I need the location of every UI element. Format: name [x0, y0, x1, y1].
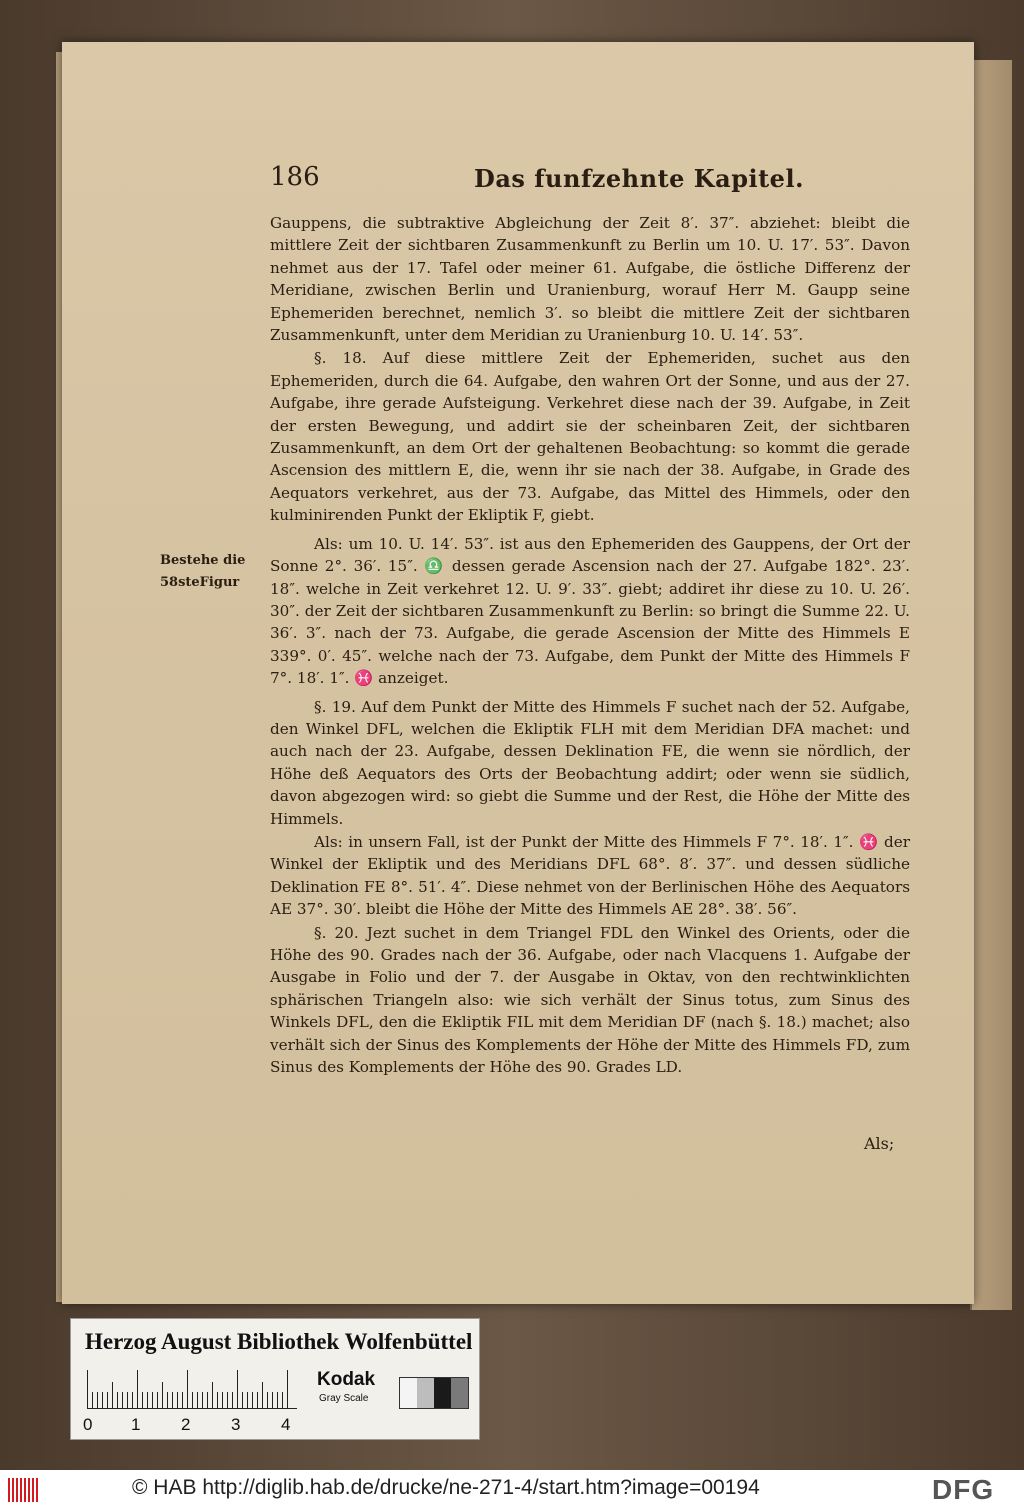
ruler-tick	[207, 1392, 208, 1408]
ruler-tick	[252, 1392, 253, 1408]
gray-swatch	[400, 1378, 417, 1408]
running-title: Das funfzehnte Kapitel.	[474, 164, 804, 193]
ruler-tick	[147, 1392, 148, 1408]
ruler-tick	[212, 1382, 213, 1408]
hab-logo-icon	[8, 1478, 38, 1502]
ruler-tick	[227, 1392, 228, 1408]
ruler-number: 0	[83, 1415, 93, 1434]
paragraph: §. 19. Auf dem Punkt der Mitte des Himmels F suchet nach der 52. Aufgabe, den Winkel DFL, welchen die Ekliptik FLH mit dem Meridian DFA machet: und auch nach der 23. Aufgabe, dessen Deklination FE, die wenn sie nördlich, der Höhe deß Aequators des Orts der Beobachtung addirt; oder wenn sie südlich, davon abgezogen wird: so giebt die Summe und der Rest, die Höhe der Mitte des Himmels.	[270, 697, 910, 828]
gray-swatch	[451, 1378, 468, 1408]
ruler-tick	[157, 1392, 158, 1408]
dfg-logo: DFG	[932, 1474, 995, 1505]
ruler-number: 1	[131, 1415, 141, 1434]
page-number: 186	[270, 162, 320, 192]
ruler-tick	[267, 1392, 268, 1408]
ruler-tick	[117, 1392, 118, 1408]
ruler-tick	[232, 1392, 233, 1408]
gray-swatch	[434, 1378, 451, 1408]
margin-note	[160, 550, 270, 594]
margin-note-line: 58steFigur	[160, 575, 240, 590]
gray-swatch	[417, 1378, 434, 1408]
ruler-tick	[92, 1392, 93, 1408]
catchword: Als;	[864, 1134, 895, 1153]
ruler-tick	[162, 1382, 163, 1408]
ruler-tick	[287, 1370, 288, 1408]
gray-swatches	[399, 1377, 469, 1409]
ruler-numbers	[83, 1415, 313, 1435]
kodak-logo: Kodak	[317, 1369, 376, 1390]
paragraph: Als: in unsern Fall, ist der Punkt der Mitte des Himmels F 7°. 18′. 1″. ♓ der Winkel der Ekliptik und des Meridians DFL 68°. 8′. 37″. und dessen südliche Deklination FE 8°. 51′. 4″. Diese nehmet von der Berlinischen Höhe des Aequators AE 37°. 30′. bleibt die Höhe der Mitte des Himmels AE 28°. 38′. 56″.	[270, 832, 910, 919]
page-header	[270, 162, 910, 202]
gray-scale-label: Gray Scale	[319, 1393, 369, 1404]
ruler-tick	[257, 1392, 258, 1408]
ruler-tick	[192, 1392, 193, 1408]
ruler-tick	[202, 1392, 203, 1408]
ruler-number: 3	[231, 1415, 241, 1434]
ruler-tick	[97, 1392, 98, 1408]
ruler-tick	[187, 1370, 188, 1408]
page-edge-right	[970, 60, 1012, 1310]
ruler-tick	[102, 1392, 103, 1408]
body-text	[270, 212, 910, 1079]
ruler-tick	[182, 1392, 183, 1408]
paragraph: Gauppens, die subtraktive Abgleichung der Zeit 8′. 37″. abziehet: bleibt die mittlere Zeit der sichtbaren Zusammenkunft zu Berlin um 10. U. 17′. 53″. Davon nehmet aus der 17. Tafel oder meiner 61. Aufgabe, die östliche Differenz der Meridiane, zwischen Berlin und Uranienburg, worauf Herr M. Gaupp seine Ephemeriden berechnet, nemlich 3′. so bleibt die mittlere Zeit der sichtbaren Zusammenkunft, unter dem Meridian zu Uranienburg 10. U. 14′. 53″.	[270, 214, 910, 345]
ruler-tick	[167, 1392, 168, 1408]
paragraph: §. 18. Auf diese mittlere Zeit der Ephemeriden, suchet aus den Ephemeriden, durch die 64. Aufgabe, den wahren Ort der Sonne, und aus der 27. Aufgabe, ihre gerade Aufsteigung. Verkehret diese nach der 39. Aufgabe, in Zeit der ersten Bewegung, und addirt sie der scheinbaren Zeit, der sichtbaren Zusammenkunft, an dem Ort der gehaltenen Beobachtung: so kommt die gerade Ascension des mittlern E, die, wenn ihr sie nach der 38. Aufgabe, in Grade des Aequators verkehret, aus der 73. Aufgabe, das Mittel des Himmels, oder den kulminirenden Punkt der Ekliptik F, giebt.	[270, 349, 910, 525]
margin-note-line: Bestehe die	[160, 553, 246, 568]
ruler-tick	[197, 1392, 198, 1408]
ruler-tick	[272, 1392, 273, 1408]
ruler-tick	[142, 1392, 143, 1408]
paragraph: Als: um 10. U. 14′. 53″. ist aus den Ephemeriden des Gauppens, der Ort der Sonne 2°. 36′. 15″. ♎ dessen gerade Ascension nach der 27. Aufgabe 182°. 23′. 18″. welche in Zeit verkehret 12. U. 9′. 33″. giebt; addiret ihr diese zu 10. U. 26′. 30″. der Zeit der sichtbaren Zusammenkunft zu Berlin: so bringt die Summe 22. U. 36′. 3″. nach der 73. Aufgabe, die gerade Ascension der Mitte des Himmels E 339°. 0′. 45″. welche nach der 73. Aufgabe, dem Punkt der Mitte des Himmels F 7°. 18′. 1″. ♓ anzeiget.	[270, 534, 910, 688]
ruler-tick	[262, 1382, 263, 1408]
ruler-tick	[217, 1392, 218, 1408]
ruler-tick	[132, 1392, 133, 1408]
library-name: Herzog August Bibliothek Wolfenbüttel	[85, 1329, 473, 1354]
ruler-tick	[277, 1392, 278, 1408]
ruler-tick	[172, 1392, 173, 1408]
paragraph: §. 20. Jezt suchet in dem Triangel FDL den Winkel des Orients, oder die Höhe des 90. Grades nach der 36. Aufgabe, oder nach Vlacquens 1. Aufgabe der Ausgabe in Folio und der 7. der Ausgabe in Oktav, von den rechtwinklichten sphärischen Triangeln also: wie sich verhält der Sinus totus, zum Sinus des Winkels DFL, den die Ekliptik FIL mit dem Meridian DF (nach §. 18.) machet; also verhält sich der Sinus des Komplements der Höhe der Mitte des Himmels FD, zum Sinus des Komplements der Höhe des 90. Grades LD.	[270, 923, 910, 1077]
ruler-number: 2	[181, 1415, 191, 1434]
ruler-tick	[127, 1392, 128, 1408]
footer-copyright: © HAB http://diglib.hab.de/drucke/ne-271-4/start.htm?image=00194	[132, 1476, 760, 1499]
ruler-tick	[112, 1382, 113, 1408]
ruler-number: 4	[281, 1415, 291, 1434]
ruler-tick	[107, 1392, 108, 1408]
ruler	[87, 1369, 297, 1409]
ruler-tick	[222, 1392, 223, 1408]
ruler-tick	[282, 1392, 283, 1408]
ruler-tick	[247, 1392, 248, 1408]
color-card	[70, 1318, 480, 1440]
footer-bar	[0, 1470, 1024, 1510]
ruler-tick	[177, 1392, 178, 1408]
ruler-tick	[237, 1370, 238, 1408]
ruler-tick	[122, 1392, 123, 1408]
ruler-tick	[137, 1370, 138, 1408]
ruler-tick	[87, 1370, 88, 1408]
ruler-tick	[152, 1392, 153, 1408]
ruler-tick	[242, 1392, 243, 1408]
